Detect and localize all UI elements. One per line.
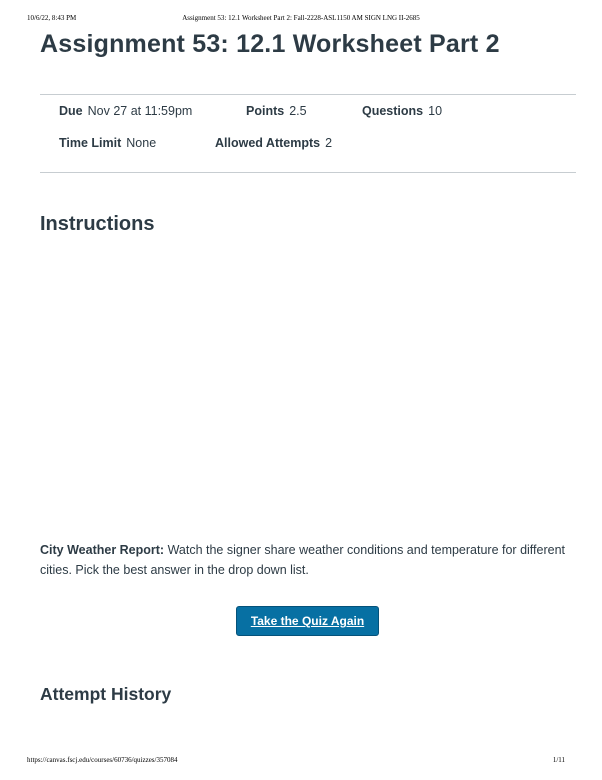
detail-points <box>246 104 307 118</box>
detail-time-limit-label: Time Limit <box>59 136 122 150</box>
detail-questions-label: Questions <box>362 104 424 118</box>
detail-allowed-attempts-label: Allowed Attempts <box>215 136 321 150</box>
detail-questions <box>362 104 442 118</box>
print-page-number: 1/11 <box>552 756 565 764</box>
divider-top <box>40 94 576 95</box>
detail-points-value: 2.5 <box>289 104 307 118</box>
attempt-history-heading: Attempt History <box>40 684 172 704</box>
print-url: https://canvas.fscj.edu/courses/60736/quizzes/357084 <box>27 756 178 764</box>
print-datetime: 10/6/22, 8:43 PM <box>27 14 77 22</box>
detail-allowed-attempts-value: 2 <box>325 136 333 150</box>
detail-points-label: Points <box>246 104 285 118</box>
detail-time-limit-value: None <box>126 136 157 150</box>
detail-allowed-attempts <box>215 136 332 150</box>
detail-due-value: Nov 27 at 11:59pm <box>87 104 193 118</box>
detail-time-limit <box>59 136 156 150</box>
instructions-text <box>40 540 570 580</box>
detail-questions-value: 10 <box>428 104 443 118</box>
take-quiz-again-button[interactable]: Take the Quiz Again <box>236 606 379 636</box>
print-doc-title: Assignment 53: 12.1 Worksheet Part 2: Fall-2228-ASL1150 AM SIGN LNG II-2685 <box>182 14 420 22</box>
page-title: Assignment 53: 12.1 Worksheet Part 2 <box>40 30 500 58</box>
divider-bottom <box>40 172 576 173</box>
detail-due-label: Due <box>59 104 83 118</box>
detail-due <box>59 104 192 118</box>
instructions-body: Watch the signer share weather conditions and temperature for different cities. Pick the best answer in the drop down list. <box>40 543 566 577</box>
instructions-lead: City Weather Report: <box>40 543 165 557</box>
instructions-heading: Instructions <box>40 213 155 235</box>
